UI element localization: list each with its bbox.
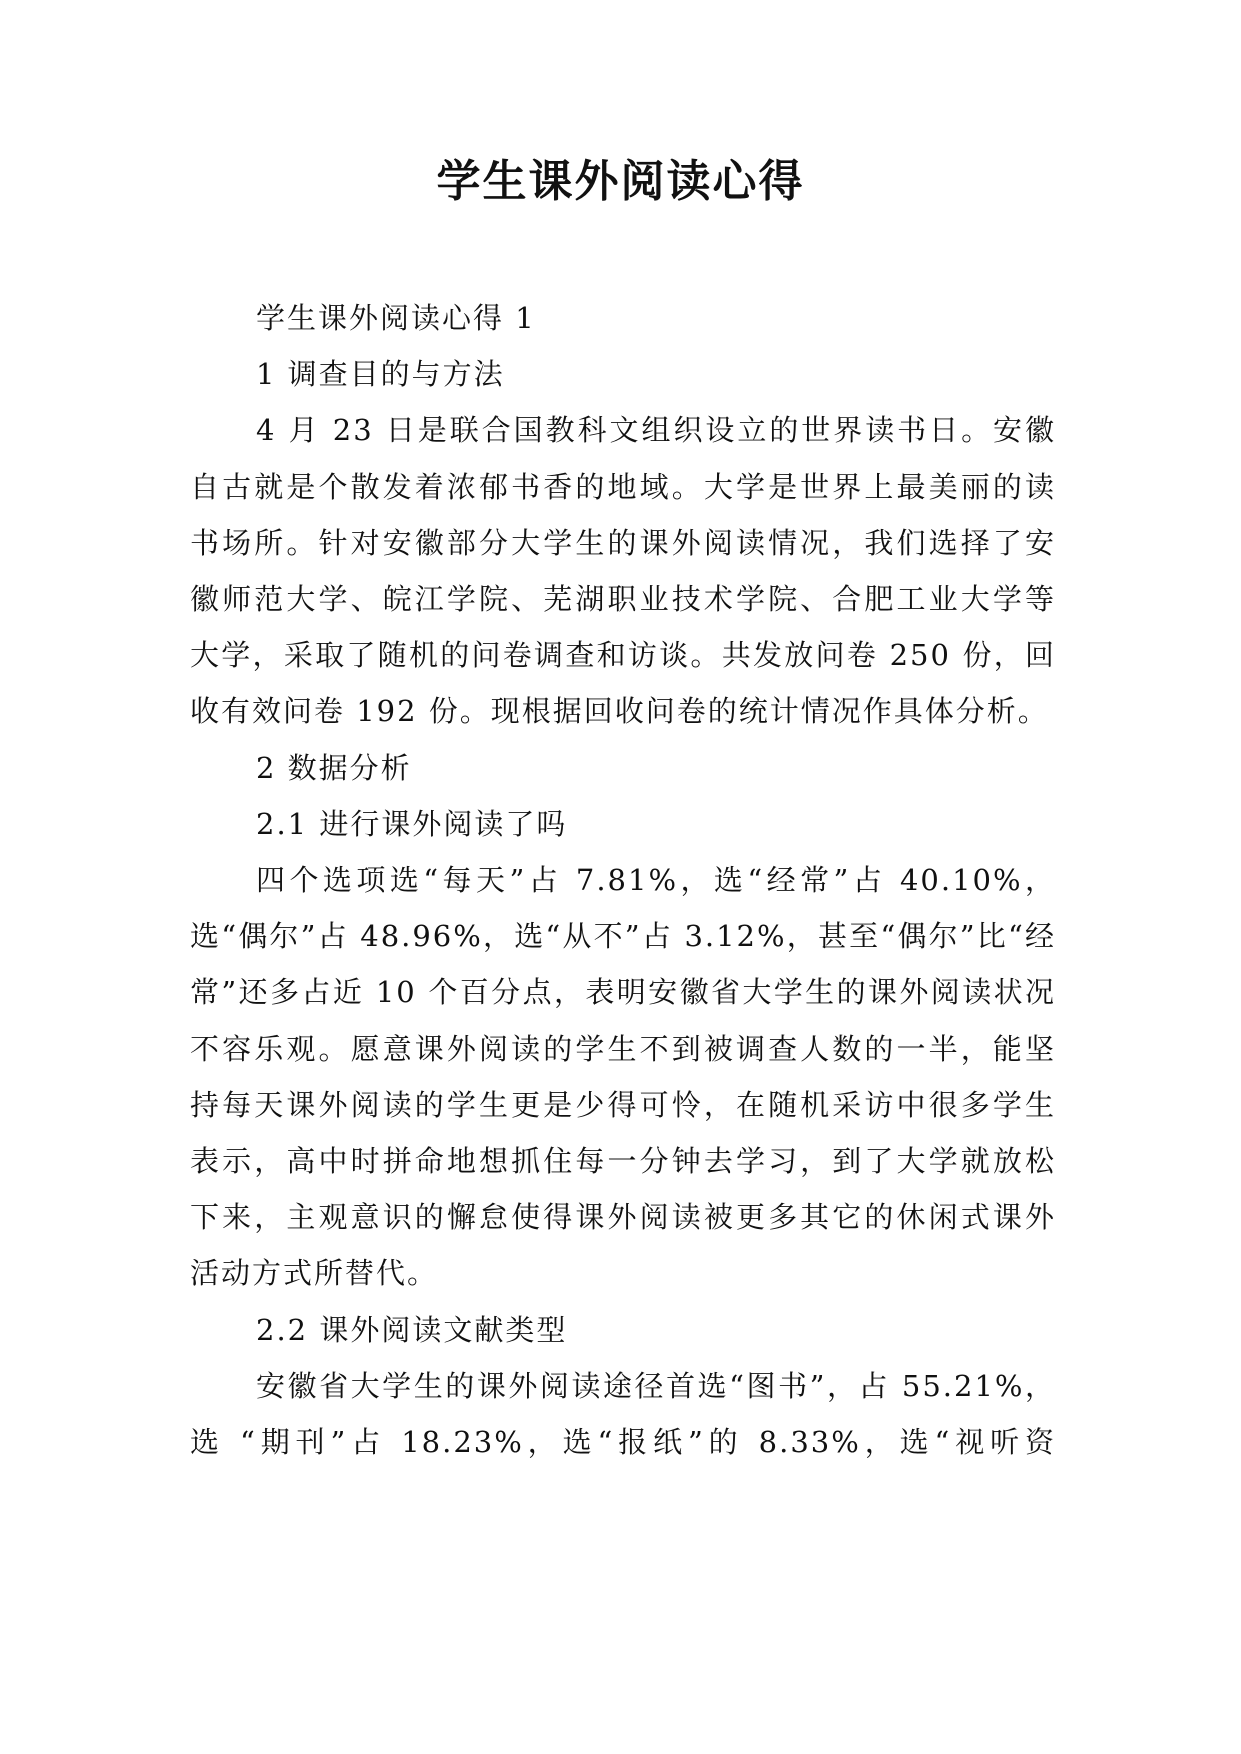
section-heading: 学生课外阅读心得 1 — [256, 301, 536, 335]
document-title: 学生课外阅读心得 — [436, 156, 805, 207]
body-paragraph: 安徽省大学生的课外阅读途径首选“图书”，占 55.21%，选 “期刊”占 18.23%，选“报纸”的 8.33%，选“视听资 — [190, 1368, 1056, 1460]
body-paragraph: 四个选项选“每天”占 7.81%，选“经常”占 40.10%，选“偶尔”占 48.96%，选“从不”占 3.12%，甚至“偶尔”比“经常”还多占近 10 个百分点，表明安徽省大学生的课外阅读状况不容乐观。愿意课外阅读的学生不到被调查人数的一半，能坚持每天课外阅读的学生更是少得可怜，在随机采访中很多学生表示，高中时拼命地想抓住每一分钟去学习，到了大学就放松下来，主观意识的懈怠使得课外阅读被更多其它的休闲式课外活动方式所替代。 — [190, 863, 1056, 1291]
section-heading: 2 数据分析 — [256, 750, 412, 785]
subsection-heading: 2.1 进行课外阅读了吗 — [256, 806, 568, 841]
subsection-heading: 2.2 课外阅读文献类型 — [256, 1312, 568, 1347]
section-heading: 1 调查目的与方法 — [256, 357, 505, 392]
body-paragraph: 4 月 23 日是联合国教科文组织设立的世界读书日。安徽自古就是个散发着浓郁书香的地域。大学是世界上最美丽的读书场所。针对安徽部分大学生的课外阅读情况，我们选择了安徽师范大学、皖江学院、芜湖职业技术学院、合肥工业大学等大学，采取了随机的问卷调查和访谈。共发放问卷 250 份，回收有效问卷 192 份。现根据回收问卷的统计情况作具体分析。 — [190, 413, 1056, 729]
document-body — [190, 290, 1056, 1470]
